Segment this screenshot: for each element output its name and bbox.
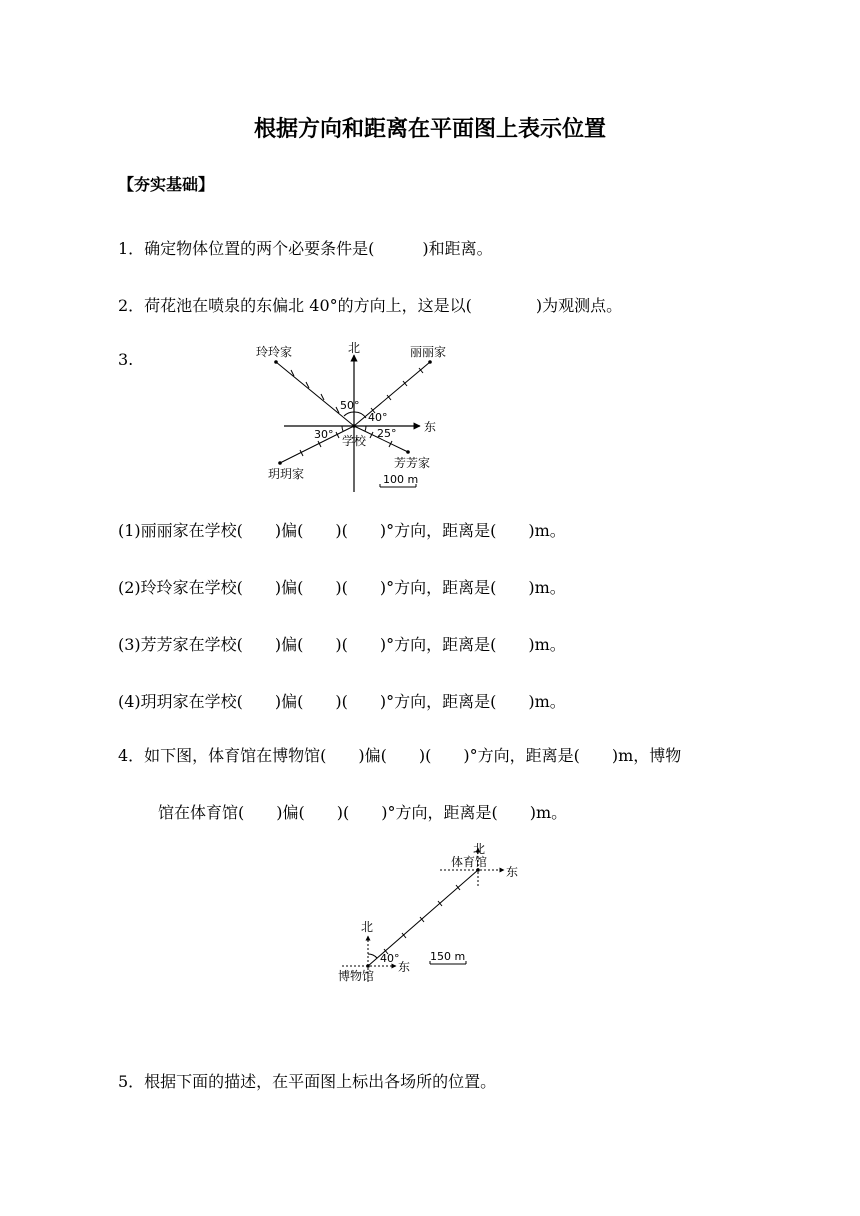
label-fangfang: 芳芳家 (394, 456, 431, 470)
label-angle-30: 30° (314, 428, 334, 441)
q4-direction-diagram (330, 836, 530, 986)
label-north: 北 (348, 341, 361, 355)
label-angle-40: 40° (368, 411, 388, 424)
label-scale-q4: 150 m (430, 950, 466, 963)
section-heading: 【夯实基础】 (118, 175, 215, 194)
label-lili: 丽丽家 (410, 345, 447, 359)
question-1: 1．确定物体位置的两个必要条件是( )和距离。 (118, 239, 493, 258)
label-lingling: 玲玲家 (256, 345, 293, 359)
question-4-line-2: 馆在体育馆( )偏( )( )°方向，距离是( )m。 (158, 803, 568, 822)
question-3-item-3: (3)芳芳家在学校( )偏( )( )°方向，距离是( )m。 (118, 635, 566, 654)
label-angle-40-q4: 40° (380, 952, 400, 965)
question-3-item-4: (4)玥玥家在学校( )偏( )( )°方向，距离是( )m。 (118, 692, 566, 711)
label-angle-25: 25° (377, 427, 397, 440)
question-5: 5．根据下面的描述，在平面图上标出各场所的位置。 (118, 1072, 497, 1091)
ray-lingling (276, 362, 354, 426)
label-center: 学校 (342, 434, 367, 448)
q3-direction-diagram (250, 336, 480, 496)
label-museum: 博物馆 (338, 969, 375, 983)
label-north-museum: 北 (361, 920, 374, 934)
page-title: 根据方向和距离在平面图上表示位置 (253, 116, 606, 142)
question-2: 2．荷花池在喷泉的东偏北 40°的方向上，这是以( )为观测点。 (118, 296, 623, 315)
label-east: 东 (424, 420, 437, 434)
label-angle-50: 50° (340, 399, 360, 412)
label-north-gym: 北 (473, 842, 486, 856)
label-yueyue: 玥玥家 (268, 467, 305, 481)
label-gym: 体育馆 (451, 855, 488, 869)
question-4-line-1: 4．如下图，体育馆在博物馆( )偏( )( )°方向，距离是( )m，博物 (118, 746, 682, 765)
label-east-museum: 东 (398, 960, 411, 974)
question-3-number: 3. (118, 350, 134, 369)
question-3-item-1: (1)丽丽家在学校( )偏( )( )°方向，距离是( )m。 (118, 521, 566, 540)
label-scale: 100 m (383, 473, 419, 486)
question-3-item-2: (2)玲玲家在学校( )偏( )( )°方向，距离是( )m。 (118, 578, 566, 597)
label-east-gym: 东 (506, 865, 519, 879)
